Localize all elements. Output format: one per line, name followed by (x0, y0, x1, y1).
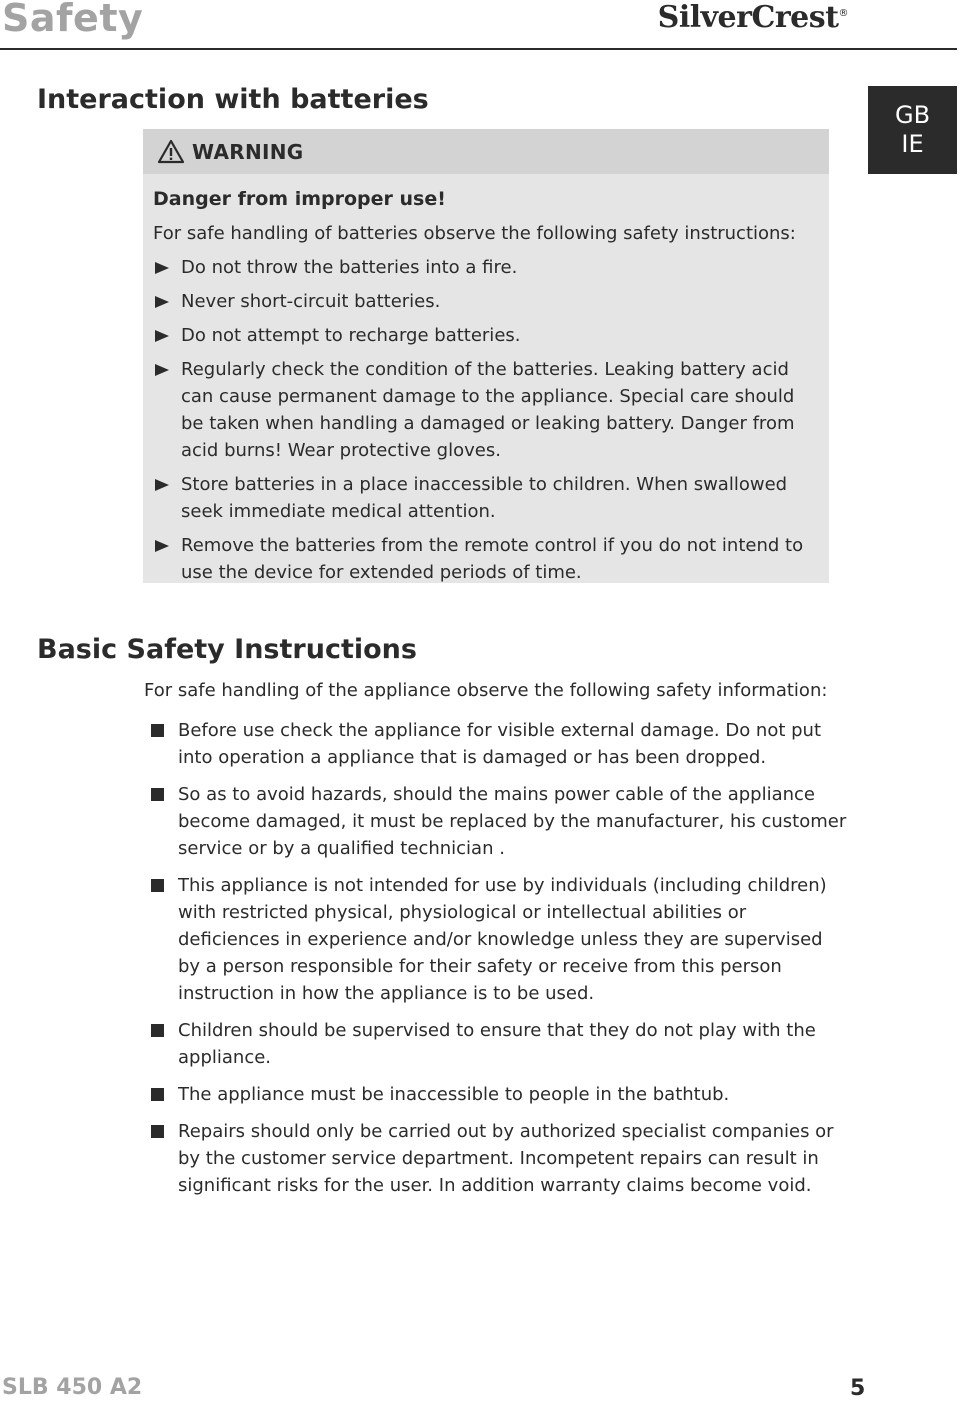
list-item (153, 322, 819, 349)
arrow-bullet-icon (155, 540, 169, 552)
list-item (153, 471, 819, 525)
page-header-title: Safety (2, 0, 144, 40)
brand-logo-part2: Crest (751, 0, 839, 35)
list-item-text: Remove the batteries from the remote control if you do not intend to use the device for extended periods of time. (181, 535, 804, 583)
brand-logo (658, 0, 848, 35)
list-item-text: Store batteries in a place inaccessible to children. When swallowed seek immediate medical attention. (181, 474, 788, 522)
warning-label: WARNING (192, 139, 304, 164)
brand-logo-part1: Silver (657, 0, 752, 35)
battery-warning-box (143, 129, 829, 583)
basic-safety-intro: For safe handling of the appliance observe the following safety information: (144, 680, 828, 701)
list-item (153, 288, 819, 315)
list-item-text: So as to avoid hazards, should the mains power cable of the appliance become damaged, it must be replaced by the manufacturer, his customer service or by a qualified technician . (178, 784, 847, 859)
square-bullet-icon (151, 1088, 164, 1101)
language-tab (868, 86, 957, 174)
list-item (153, 254, 819, 281)
arrow-bullet-icon (155, 330, 169, 342)
list-item-text: The appliance must be inaccessible to people in the bathtub. (178, 1084, 730, 1105)
list-item-text: Do not attempt to recharge batteries. (181, 325, 521, 346)
list-item-text: Never short-circuit batteries. (181, 291, 441, 312)
footer-model-number: SLB 450 A2 (2, 1375, 143, 1400)
arrow-bullet-icon (155, 364, 169, 376)
danger-title: Danger from improper use! (153, 188, 446, 210)
list-item (150, 872, 850, 1007)
list-item-text: This appliance is not intended for use by individuals (including children) with restricted physical, physiological or intellectual abilities or deficiences in experience and/or knowledge unless they are supervised by a person responsible for their safety or receive from this person instruction in how the appliance is to be used. (178, 875, 827, 1004)
basic-safety-list (150, 717, 850, 1209)
list-item (150, 781, 850, 862)
arrow-bullet-icon (155, 262, 169, 274)
list-item-text: Regularly check the condition of the batteries. Leaking battery acid can cause permanent damage to the appliance. Special care should be taken when handling a damaged or leaking battery. Danger from acid burns! Wear protective gloves. (181, 359, 795, 461)
square-bullet-icon (151, 879, 164, 892)
warning-triangle-icon (157, 139, 185, 164)
list-item-text: Children should be supervised to ensure that they do not play with the appliance. (178, 1020, 816, 1068)
square-bullet-icon (151, 788, 164, 801)
list-item (150, 1118, 850, 1199)
list-item-text: Repairs should only be carried out by authorized specialist companies or by the customer service department. Incompetent repairs can result in significant risks for the user. In addition warranty claims become void. (178, 1121, 834, 1196)
warning-intro: For safe handling of batteries observe the following safety instructions: (153, 223, 796, 244)
batteries-section-heading: Interaction with batteries (37, 84, 429, 115)
registered-mark: ® (838, 8, 848, 19)
arrow-bullet-icon (155, 296, 169, 308)
warning-header-bar (143, 129, 829, 174)
footer-page-number: 5 (850, 1376, 866, 1401)
language-tab-gb: GB (894, 101, 931, 129)
list-item (153, 356, 819, 464)
basic-safety-heading: Basic Safety Instructions (37, 634, 417, 665)
warning-body (143, 174, 829, 586)
list-item (153, 532, 819, 586)
list-item-text: Do not throw the batteries into a fire. (181, 257, 518, 278)
list-item (150, 717, 850, 771)
header-divider (0, 48, 957, 50)
square-bullet-icon (151, 1125, 164, 1138)
list-item (150, 1081, 850, 1108)
square-bullet-icon (151, 724, 164, 737)
battery-instruction-list (153, 254, 819, 586)
language-tab-ie: IE (901, 130, 924, 158)
square-bullet-icon (151, 1024, 164, 1037)
list-item (150, 1017, 850, 1071)
list-item-text: Before use check the appliance for visible external damage. Do not put into operation a appliance that is damaged or has been dropped. (178, 720, 822, 768)
arrow-bullet-icon (155, 479, 169, 491)
